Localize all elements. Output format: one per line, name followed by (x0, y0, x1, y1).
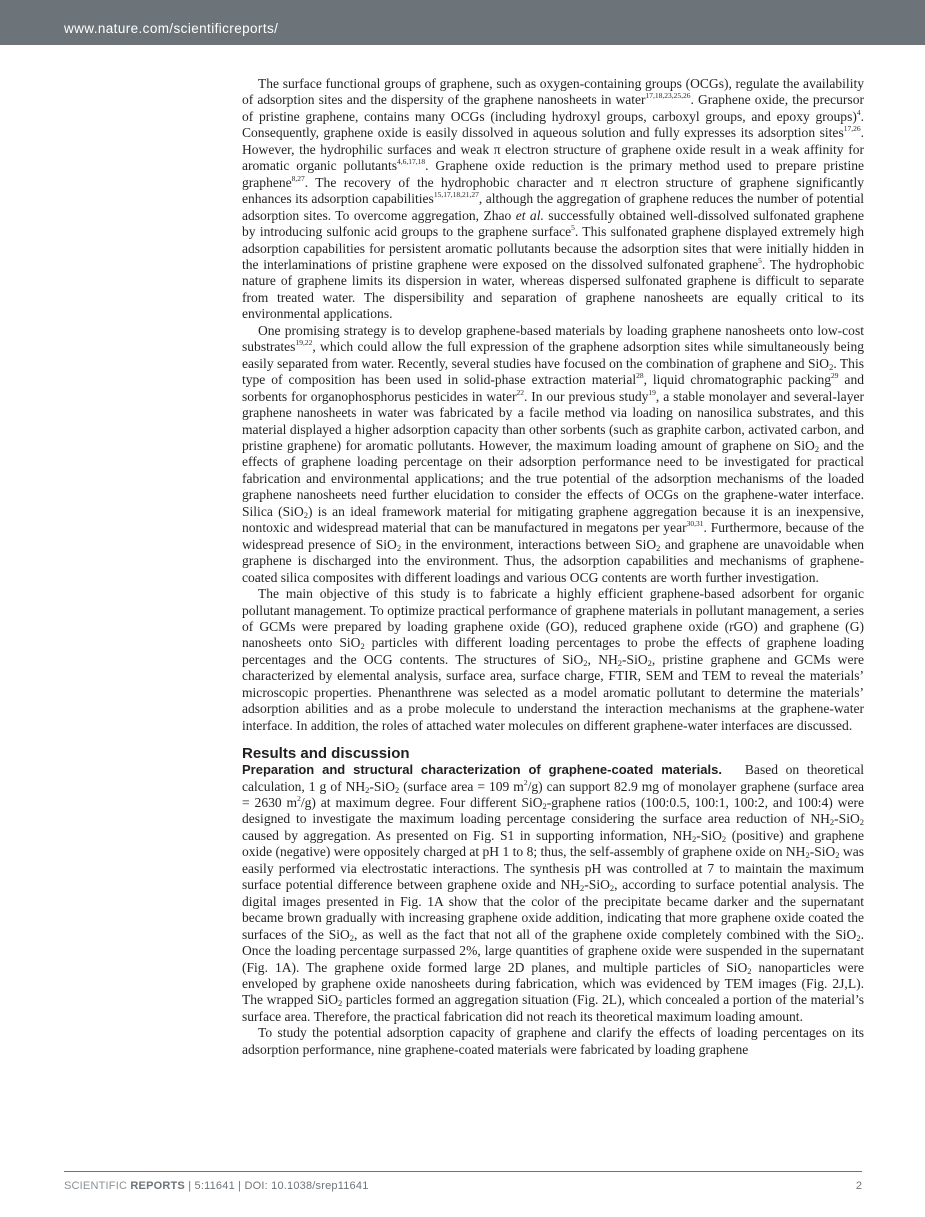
journal-name: SCIENTIFIC REPORTS (64, 1180, 185, 1192)
citation-ref: 15,17,18,21,27 (433, 190, 479, 200)
article-body (242, 76, 864, 1058)
citation-ref: 17,26 (843, 124, 861, 134)
paragraph-3: The main objective of this study is to fabricate a highly efficient graphene-based adsorbent for organic pollutant management. To optimize practical performance of graphene materials in pollutant management, a series of GCMs were prepared by loading graphene oxide (GO), reduced graphene oxide (rGO) and graphene (G) nanosheets onto SiO$_2$ particles with different loading percentages to probe the effects of graphene loading percentages and the OCG contents. The structures of SiO$_2$, $NH_2-SiO_2$, pristine graphene and GCMs were characterized by elemental analysis, surface area, surface charge, FTIR, SEM and TEM to reveal the materials’ microscopic properties. Phenanthrene was selected as a model aromatic pollutant to determine the materials’ adsorption abilities and as a probe molecule to understand the interaction mechanisms at the graphene-water interface. In addition, the roles of attached water molecules on different graphene-water interfaces are discussed. (242, 586, 864, 733)
citation-ref: 5 (758, 255, 762, 265)
page-number: 2 (855, 1180, 862, 1192)
paragraph-1: The surface functional groups of graphene, such as oxygen-containing groups (OCGs), regulate the availability of adsorption sites and the dispersity of the graphene nanosheets in water$^{17,18,23,25,26}$. Graphene oxide, the precursor of pristine graphene, contains many OCGs (including hydroxyl groups, carboxyl groups, and epoxy groups)$^4$. Consequently, graphene oxide is easily dissolved in aqueous solution and fully expresses its adsorption sites$^{17,26}$. However, the hydrophilic surfaces and weak π electron structure of graphene oxide result in a weak affinity for aromatic organic pollutants$^{4,6,17,18}$. Graphene oxide reduction is the primary method used to prepare pristine graphene$^{8,27}$. The recovery of the hydrophobic character and π electron structure of graphene significantly enhances its adsorption capabilities$^{15,17,18,21,27}$, although the aggregation of graphene reduces the number of potential adsorption sites. To overcome aggregation, Zhao et al. successfully obtained well-dissolved sulfonated graphene by introducing sulfonic acid groups to the graphene surface$^5$. This sulfonated graphene displayed extremely high adsorption capabilities for persistent aromatic pollutants because the adsorption sites that were initially hidden in the interlaminations of pristine graphene were exposed on the dissolved sulfonated graphene$^5$. The hydrophobic nature of graphene limits its dispersion in water, whereas dispersed sulfonated graphene is difficult to separate from treated water. The dispersibility and separation of graphene nanosheets are equally critical to its environmental applications. (242, 76, 865, 322)
paragraph-5: To study the potential adsorption capacity of graphene and clarify the effects of loading percentages on its adsorption performance, nine graphene-coated materials were fabricated by loading graphene (242, 1025, 864, 1057)
paragraph-2: One promising strategy is to develop graphene-based materials by loading graphene nanosheets onto low-cost substrates$^{19,22}$, which could allow the full expression of the graphene adsorption sites while simultaneously being easily separated from water. Recently, several studies have focused on the combination of graphene and SiO$_2$. This type of composition has been used in solid-phase extraction material$^{28}$, liquid chromatographic packing$^{29}$ and sorbents for organophosphorus pesticides in water$^{22}$. In our previous study$^{19}$, a stable monolayer and several-layer graphene nanosheets in water was fabricated by a facile method via loading on nanosilica substrates, and this material displayed a higher adsorption capacity than other sorbents (such as graphite carbon, activated carbon, and pristine graphene) for aromatic pollutants. However, the maximum loading amount of graphene on SiO$_2$ and the effects of graphene loading percentage on their adsorption performance need to be investigated for practical fabrication and environmental applications; and the true potential of the adsorption mechanisms of the loaded graphene nanosheets need further elucidation to consider the effects of OCGs on the graphene-water interface. Silica (SiO$_2$) is an ideal framework material for mitigating graphene aggregation because it is an inexpensive, nontoxic and widespread material that can be manufactured in megatons per year$^{30,31}$. Furthermore, because of the widespread presence of SiO$_2$ in the environment, interactions between SiO$_2$ and graphene are unavoidable when graphene is discharged into the environment. Thus, the adsorption capabilities and mechanisms of graphene-coated silica composites with different loadings and various OCG contents are worth further investigation. (242, 322, 864, 585)
footer-divider (64, 1171, 862, 1172)
citation-ref: 29 (831, 371, 839, 381)
citation-ref: 22 (516, 387, 524, 397)
section-heading: Results and discussion (242, 745, 410, 763)
citation-ref: 30,31 (686, 519, 704, 529)
citation-ref: 17,18,23,25,26 (645, 91, 691, 101)
citation-ref: 5 (571, 223, 575, 233)
footer-citation: SCIENTIFIC REPORTS | 5:11641 | DOI: 10.1038/srep11641 (64, 1180, 369, 1192)
citation-ref: 8,27 (291, 173, 305, 183)
citation-ref: 4 (856, 107, 861, 117)
subsection-heading: Preparation and structural characterization of graphene-coated materials. (242, 762, 722, 778)
citation-ref: 4,6,17,18 (397, 157, 426, 167)
citation-ref: 19 (648, 387, 656, 397)
paragraph-4: Preparation and structural characterization of graphene-coated materials. Based on theoretical calculation, 1 g of $NH_2-SiO_2$ (surface area = 109 $m^2/g$) can support 82.9 mg of monolayer graphene (surface area = 2630 $m^2/g$) at maximum degree. Four different SiO$_2$-graphene ratios (100:0.5, 100:1, 100:2, and 100:4) were designed to investigate the maximum loading percentage considering the surface area reduction of $NH_2-SiO_2$ caused by aggregation. As presented on Fig. S1 in supporting information, $NH_2-SiO_2$ (positive) and graphene oxide (negative) were oppositely charged at pH 1 to 8; thus, the self-assembly of graphene oxide on $NH_2-SiO_2$ was easily performed via electrostatic interactions. The synthesis pH was controlled at 7 to maintain the maximum surface potential difference between graphene oxide and $NH_2-SiO_2$, according to surface potential analysis. The digital images presented in Fig. 1A show that the color of the precipitate became darker and the supernatant became brown gradually with increasing graphene oxide addition, indicating that more graphene oxide coated the surfaces of the SiO$_2$, as well as the fact that not all of the graphene oxide completely combined with the SiO$_2$. Once the loading percentage surpassed 2%, large quantities of graphene oxide were suspended in the supernatant (Fig. 1A). The graphene oxide formed large 2D planes, and multiple particles of SiO$_2$ nanoparticles were enveloped by graphene oxide nanosheets during fabrication, which was evidenced by TEM images (Fig. 2J,L). The wrapped SiO$_2$ particles formed an aggregation situation (Fig. 2L), which concealed a portion of the material’s surface area. Therefore, the practical fabrication did not reach its theoretical maximum loading amount. (242, 762, 865, 1024)
citation-ref: 28 (636, 371, 644, 381)
citation-ref: 19,22 (295, 338, 313, 348)
journal-url[interactable]: www.nature.com/scientificreports/ (64, 21, 279, 36)
header-bar (0, 0, 925, 45)
